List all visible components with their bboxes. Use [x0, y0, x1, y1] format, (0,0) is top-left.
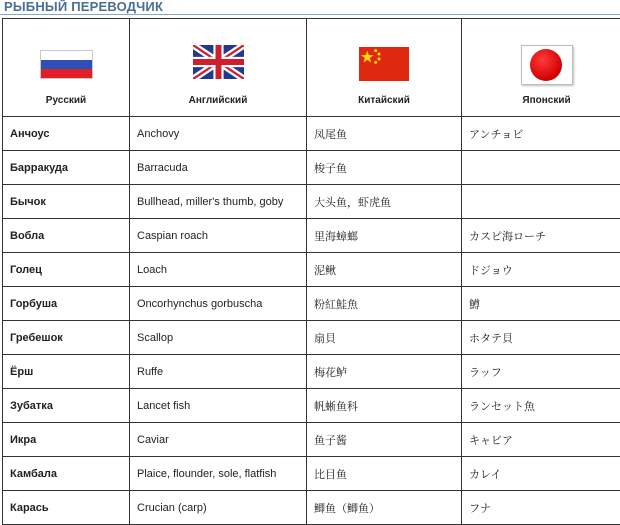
cell-zh: 梅花鲈	[307, 355, 462, 389]
cell-ja: カスピ海ローチ	[462, 219, 620, 253]
table-row	[3, 321, 620, 355]
header-japanese	[462, 19, 620, 117]
header-label: Японский	[522, 95, 570, 106]
page-title: РЫБНЫЙ ПЕРЕВОДЧИК	[4, 0, 163, 14]
table-row	[3, 457, 620, 491]
cell-zh: 粉紅鮭魚	[307, 287, 462, 321]
cell-ru: Камбала	[3, 457, 130, 491]
cell-zh: 鱼子酱	[307, 423, 462, 457]
fish-translation-table	[2, 18, 620, 525]
table-row	[3, 219, 620, 253]
russia-flag-icon	[40, 50, 93, 79]
cell-ja: キャビア	[462, 423, 620, 457]
cell-en: Loach	[130, 253, 307, 287]
table-row	[3, 355, 620, 389]
cell-ru: Горбуша	[3, 287, 130, 321]
cell-zh: 泥鳅	[307, 253, 462, 287]
header-russian	[3, 19, 130, 117]
cell-en: Oncorhynchus gorbuscha	[130, 287, 307, 321]
cell-ja: ホタテ貝	[462, 321, 620, 355]
cell-en: Lancet fish	[130, 389, 307, 423]
cell-ja: カレイ	[462, 457, 620, 491]
header-label: Китайский	[358, 95, 410, 106]
cell-ru: Голец	[3, 253, 130, 287]
cell-en: Ruffe	[130, 355, 307, 389]
cell-zh: 梭子鱼	[307, 151, 462, 185]
cell-zh: 扇貝	[307, 321, 462, 355]
table-row	[3, 151, 620, 185]
japan-flag-icon	[521, 45, 573, 85]
cell-ru: Барракуда	[3, 151, 130, 185]
cell-ja: フナ	[462, 491, 620, 525]
cell-ru: Вобла	[3, 219, 130, 253]
cell-ja	[462, 151, 620, 185]
cell-ru: Ёрш	[3, 355, 130, 389]
cell-en: Bullhead, miller's thumb, goby	[130, 185, 307, 219]
header-row	[3, 19, 620, 117]
cell-en: Caspian roach	[130, 219, 307, 253]
cell-ru: Икра	[3, 423, 130, 457]
cell-ru: Карась	[3, 491, 130, 525]
cell-ru: Бычок	[3, 185, 130, 219]
cell-zh: 凤尾鱼	[307, 117, 462, 151]
china-flag-icon	[359, 47, 409, 81]
cell-en: Scallop	[130, 321, 307, 355]
header-english	[130, 19, 307, 117]
title-divider	[0, 14, 620, 15]
table-row	[3, 253, 620, 287]
table-row	[3, 423, 620, 457]
cell-zh: 大头鱼，虾虎鱼	[307, 185, 462, 219]
uk-flag-icon	[193, 45, 244, 79]
cell-zh: 里海蟑螂	[307, 219, 462, 253]
cell-en: Anchovy	[130, 117, 307, 151]
cell-zh: 帆蜥鱼科	[307, 389, 462, 423]
cell-ja	[462, 185, 620, 219]
header-label: Английский	[189, 95, 248, 106]
table-row	[3, 389, 620, 423]
table-row	[3, 491, 620, 525]
cell-en: Plaice, flounder, sole, flatfish	[130, 457, 307, 491]
cell-ru: Гребешок	[3, 321, 130, 355]
table-row	[3, 117, 620, 151]
header-chinese	[307, 19, 462, 117]
cell-ja: ラッフ	[462, 355, 620, 389]
cell-ru: Анчоус	[3, 117, 130, 151]
cell-ja: ドジョウ	[462, 253, 620, 287]
cell-en: Barracuda	[130, 151, 307, 185]
table-row	[3, 287, 620, 321]
cell-en: Crucian (carp)	[130, 491, 307, 525]
cell-ja: アンチョビ	[462, 117, 620, 151]
cell-ru: Зубатка	[3, 389, 130, 423]
cell-ja: 鱒	[462, 287, 620, 321]
cell-ja: ランセット魚	[462, 389, 620, 423]
cell-zh: 鲫鱼（鲫鱼）	[307, 491, 462, 525]
header-label: Русский	[46, 95, 86, 106]
cell-en: Caviar	[130, 423, 307, 457]
table-row	[3, 185, 620, 219]
cell-zh: 比目鱼	[307, 457, 462, 491]
